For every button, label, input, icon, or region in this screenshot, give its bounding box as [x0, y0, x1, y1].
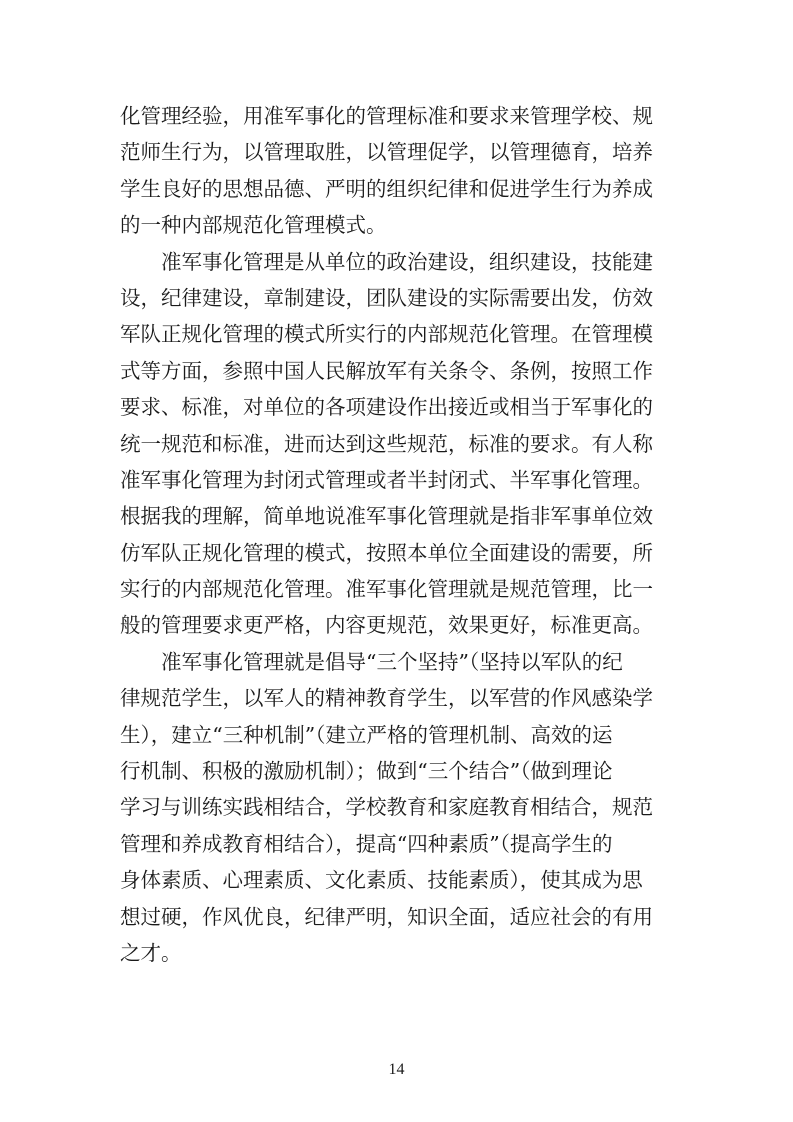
- text-line: 学习与训练实践相结合，学校教育和家庭教育相结合，规范: [120, 795, 653, 820]
- text-line: 之才。: [120, 940, 182, 965]
- text-line: 根据我的理解，简单地说准军事化管理就是指非军事单位效: [120, 504, 653, 529]
- text-line: 准军事化管理为封闭式管理或者半封闭式、半军事化管理。: [120, 467, 653, 492]
- text-line: 行机制、积极的激励机制）；做到“三个结合”（做到理论: [120, 759, 613, 784]
- text-line: 律规范学生，以军人的精神教育学生，以军营的作风感染学: [120, 686, 653, 711]
- text-line: 身体素质、心理素质、文化素质、技能素质），使其成为思: [120, 868, 643, 893]
- text-line: 要求、标准，对单位的各项建设作出接近或相当于军事化的: [120, 395, 653, 420]
- text-line: 准军事化管理是从单位的政治建设，组织建设，技能建: [120, 249, 653, 274]
- text-line: 管理和养成教育相结合），提高“四种素质”（提高学生的: [120, 831, 613, 856]
- text-line: 化管理经验，用准军事化的管理标准和要求来管理学校、规: [120, 104, 653, 128]
- text-line: 的一种内部规范化管理模式。: [120, 213, 387, 238]
- text-line: 统一规范和标准，进而达到这些规范，标准的要求。有人称: [120, 431, 653, 456]
- text-line: 军队正规化管理的模式所实行的内部规范化管理。在管理模: [120, 322, 653, 347]
- text-line: 实行的内部规范化管理。准军事化管理就是规范管理，比一: [120, 577, 653, 602]
- text-line: 式等方面，参照中国人民解放军有关条令、条例，按照工作: [120, 358, 653, 383]
- page-number: 14: [388, 1061, 405, 1078]
- text-line: 设，纪律建设，章制建设，团队建设的实际需要出发，仿效: [120, 285, 653, 310]
- text-line: 范师生行为，以管理取胜，以管理促学，以管理德育，培养: [120, 140, 653, 165]
- text-line: 学生良好的思想品德、严明的组织纪律和促进学生行为养成: [120, 176, 653, 201]
- text-line: 仿军队正规化管理的模式，按照本单位全面建设的需要，所: [120, 540, 653, 565]
- text-line: 般的管理要求更严格，内容更规范，效果更好，标准更高。: [120, 613, 653, 638]
- text-line: 准军事化管理就是倡导“三个坚持”（坚持以军队的纪: [120, 649, 623, 674]
- body-text: [120, 98, 676, 971]
- text-line: 想过硬，作风优良，纪律严明，知识全面，适应社会的有用: [120, 904, 653, 929]
- text-line: 生），建立“三种机制”（建立严格的管理机制、高效的运: [120, 722, 613, 747]
